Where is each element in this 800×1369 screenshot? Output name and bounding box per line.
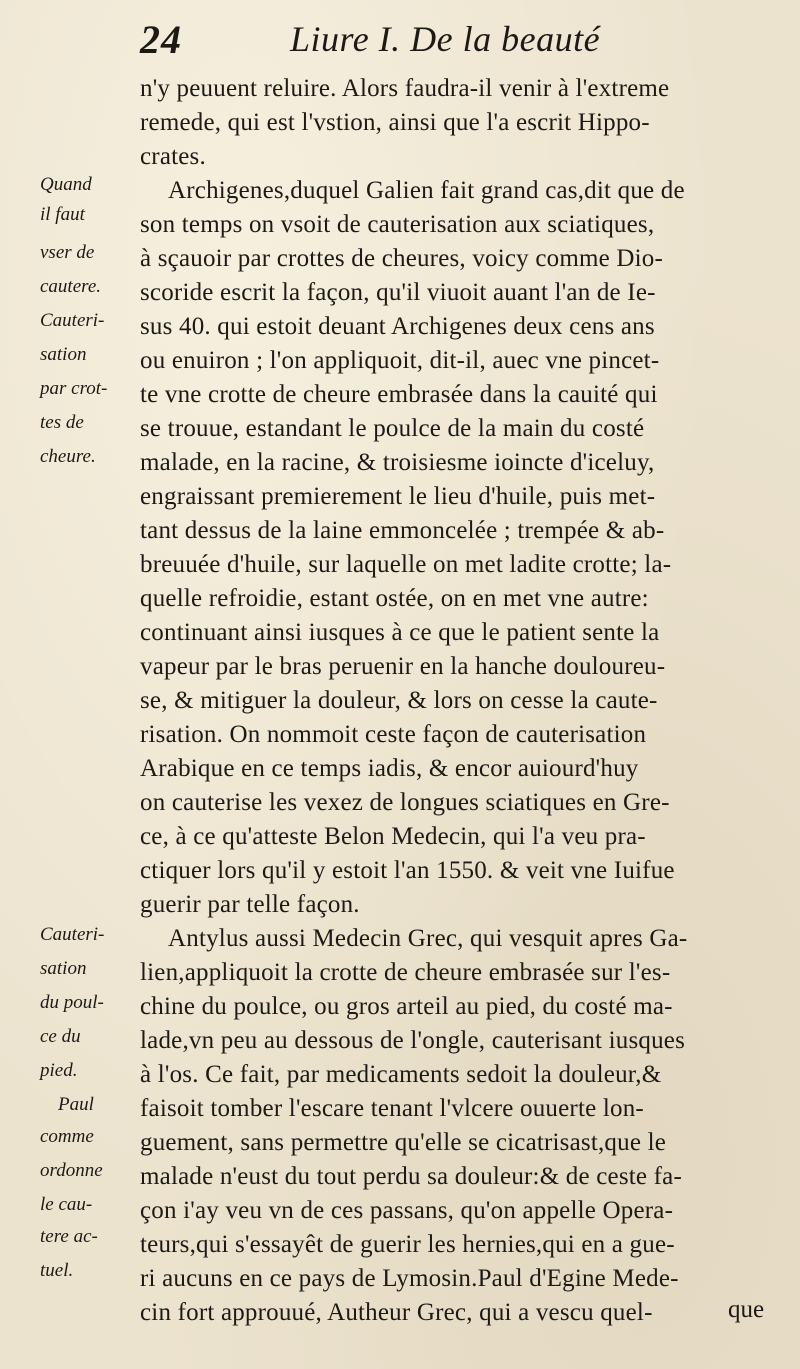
catchword: que xyxy=(728,1296,765,1323)
margin-note-line: ordonne xyxy=(40,1160,103,1181)
text-line: ctiquer lors qu'il y estoit l'an 1550. & veit vne Iuifue xyxy=(140,857,675,884)
margin-note-line: Paul xyxy=(58,1094,94,1115)
margin-note-line: Quand xyxy=(40,174,92,195)
margin-note-line: par crot- xyxy=(40,378,108,399)
text-line: chine du poulce, ou gros arteil au pied, du costé ma- xyxy=(140,993,673,1020)
text-line: ri aucuns en ce pays de Lymosin.Paul d'Egine Mede- xyxy=(140,1265,679,1292)
text-line: se, & mitiguer la douleur, & lors on cesse la caute- xyxy=(140,687,658,714)
text-line: à l'os. Ce fait, par medicaments sedoit la douleur,& xyxy=(140,1061,662,1088)
text-line: remede, qui est l'vstion, ainsi que l'a escrit Hippo- xyxy=(140,109,650,136)
text-line: engraissant premierement le lieu d'huile, puis met- xyxy=(140,483,656,510)
text-line: breuuée d'huile, sur laquelle on met ladite crotte; la- xyxy=(140,551,672,578)
text-line: ce, à ce qu'atteste Belon Medecin, qui l'a veu pra- xyxy=(140,823,646,850)
text-line: n'y peuuent reluire. Alors faudra-il venir à l'extreme xyxy=(140,75,670,102)
text-line: se trouue, estandant le poulce de la main du costé xyxy=(140,415,645,442)
text-line: faisoit tomber l'escare tenant l'vlcere ouuerte lon- xyxy=(140,1095,644,1122)
text-line: malade, en la racine, & troisiesme ioincte d'iceluy, xyxy=(140,449,655,476)
text-line: Archigenes,duquel Galien fait grand cas,dit que de xyxy=(168,177,685,204)
margin-note-line: du poul- xyxy=(40,992,104,1013)
page-header xyxy=(0,14,800,66)
text-line: lien,appliquoit la crotte de cheure embrasée sur l'es- xyxy=(140,959,671,986)
margin-note-line: il faut xyxy=(40,204,85,225)
text-line: lade,vn peu au dessous de l'ongle, cauterisant iusques xyxy=(140,1027,686,1054)
text-line: continuant ainsi iusques à ce que le patient sente la xyxy=(140,619,660,646)
text-line: son temps on vsoit de cauterisation aux sciatiques, xyxy=(140,211,655,238)
margin-note-line: tere ac- xyxy=(40,1226,98,1247)
text-line: crates. xyxy=(140,143,206,170)
text-line: cin fort approuué, Autheur Grec, qui a vescu quel- xyxy=(140,1299,653,1326)
text-line: çon i'ay veu vn de ces passans, qu'on appelle Opera- xyxy=(140,1197,674,1224)
text-line: on cauterise les vexez de longues sciatiques en Gre- xyxy=(140,789,670,816)
margin-note-line: comme xyxy=(40,1126,94,1147)
margin-note-line: pied. xyxy=(40,1060,78,1081)
text-line: tant dessus de la laine emmoncelée ; trempée & ab- xyxy=(140,517,665,544)
text-line: malade n'eust du tout perdu sa douleur:& de ceste fa- xyxy=(140,1163,683,1190)
text-line: guement, sans permettre qu'elle se cicatrisast,que le xyxy=(140,1129,667,1156)
text-line: quelle refroidie, estant ostée, on en met vne autre: xyxy=(140,585,649,612)
margin-note-line: ce du xyxy=(40,1026,81,1047)
text-line: Arabique en ce temps iadis, & encor auiourd'huy xyxy=(140,755,639,782)
margin-note-line: cheure. xyxy=(40,446,96,467)
text-line: teurs,qui s'essayêt de guerir les hernies,qui en a gue- xyxy=(140,1231,675,1258)
text-line: à sçauoir par crottes de cheures, voicy comme Dio- xyxy=(140,245,663,272)
margin-note-line: sation xyxy=(40,958,87,979)
margin-note-line: tes de xyxy=(40,412,84,433)
margin-note-line: sation xyxy=(40,344,87,365)
page-number: 24 xyxy=(140,17,182,62)
text-line: risation. On nommoit ceste façon de cauterisation xyxy=(140,721,647,748)
margin-note-line: tuel. xyxy=(40,1260,74,1281)
margin-note-line: Cauteri- xyxy=(40,310,105,331)
margin-note-line: le cau- xyxy=(40,1194,93,1215)
text-line: vapeur par le bras peruenir en la hanche douloureu- xyxy=(140,653,666,680)
text-line: sus 40. qui estoit deuant Archigenes deux cens ans xyxy=(140,313,655,340)
margin-note-line: Cauteri- xyxy=(40,924,105,945)
text-line: te vne crotte de cheure embrasée dans la cauité qui xyxy=(140,381,658,408)
text-line: guerir par telle façon. xyxy=(140,891,360,918)
text-line: Antylus aussi Medecin Grec, qui vesquit apres Ga- xyxy=(168,925,688,952)
running-head: Liure I. De la beauté xyxy=(290,19,601,59)
margin-note-line: vser de xyxy=(40,242,95,263)
margin-note-line: cautere. xyxy=(40,276,102,297)
text-line: scoride escrit la façon, qu'il viuoit auant l'an de Ie- xyxy=(140,279,656,306)
text-line: ou enuiron ; l'on appliquoit, dit-il, auec vne pincet- xyxy=(140,347,660,374)
